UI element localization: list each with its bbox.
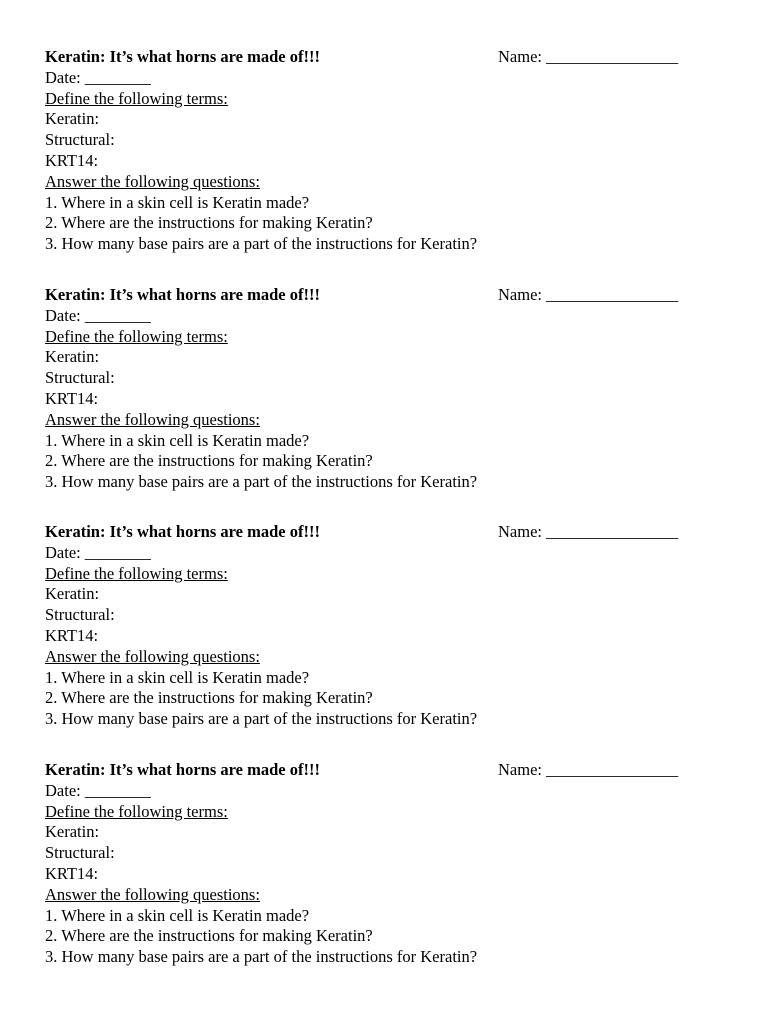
term-keratin: Keratin: (45, 109, 100, 129)
term-structural: Structural: (45, 605, 115, 625)
define-heading: Define the following terms: (45, 326, 228, 346)
worksheet-title: Keratin: It’s what horns are made of!!! (45, 760, 320, 779)
questions-heading: Answer the following questions: (45, 171, 260, 191)
question-1: 1. Where in a skin cell is Keratin made? (45, 667, 310, 687)
date-field: Date: ________ (45, 305, 151, 325)
worksheet-title: Keratin: It’s what horns are made of!!! (45, 522, 320, 541)
term-structural: Structural: (45, 130, 115, 150)
term-keratin: Keratin: (45, 347, 100, 367)
question-3: 3. How many base pairs are a part of the instructions for Keratin? (45, 709, 478, 729)
define-heading: Define the following terms: (45, 801, 228, 821)
question-1: 1. Where in a skin cell is Keratin made? (45, 430, 310, 450)
define-heading: Define the following terms: (45, 88, 228, 108)
date-field: Date: ________ (45, 67, 151, 87)
question-2: 2. Where are the instructions for making Keratin? (45, 926, 373, 946)
title-row (45, 285, 695, 306)
questions-heading: Answer the following questions: (45, 646, 260, 666)
term-krt14: KRT14: (45, 625, 99, 645)
question-1: 1. Where in a skin cell is Keratin made? (45, 905, 310, 925)
name-field: Name: ________________ (498, 760, 679, 779)
title-row (45, 522, 695, 543)
worksheet-title: Keratin: It’s what horns are made of!!! (45, 285, 320, 304)
date-field: Date: ________ (45, 780, 151, 800)
question-2: 2. Where are the instructions for making Keratin? (45, 451, 373, 471)
term-keratin: Keratin: (45, 822, 100, 842)
title-row (45, 47, 695, 68)
question-3: 3. How many base pairs are a part of the instructions for Keratin? (45, 234, 478, 254)
question-3: 3. How many base pairs are a part of the instructions for Keratin? (45, 472, 478, 492)
question-1: 1. Where in a skin cell is Keratin made? (45, 192, 310, 212)
date-field: Date: ________ (45, 542, 151, 562)
term-structural: Structural: (45, 843, 115, 863)
define-heading: Define the following terms: (45, 563, 228, 583)
question-2: 2. Where are the instructions for making Keratin? (45, 213, 373, 233)
worksheet (45, 285, 695, 493)
questions-heading: Answer the following questions: (45, 884, 260, 904)
worksheet (45, 522, 695, 730)
questions-heading: Answer the following questions: (45, 409, 260, 429)
term-krt14: KRT14: (45, 863, 99, 883)
worksheet (45, 47, 695, 255)
term-keratin: Keratin: (45, 584, 100, 604)
question-3: 3. How many base pairs are a part of the instructions for Keratin? (45, 947, 478, 967)
question-2: 2. Where are the instructions for making Keratin? (45, 688, 373, 708)
term-krt14: KRT14: (45, 150, 99, 170)
name-field: Name: ________________ (498, 522, 679, 541)
term-structural: Structural: (45, 368, 115, 388)
title-row (45, 760, 695, 781)
worksheet (45, 760, 695, 968)
name-field: Name: ________________ (498, 47, 679, 66)
name-field: Name: ________________ (498, 285, 679, 304)
worksheet-title: Keratin: It’s what horns are made of!!! (45, 47, 320, 66)
term-krt14: KRT14: (45, 388, 99, 408)
